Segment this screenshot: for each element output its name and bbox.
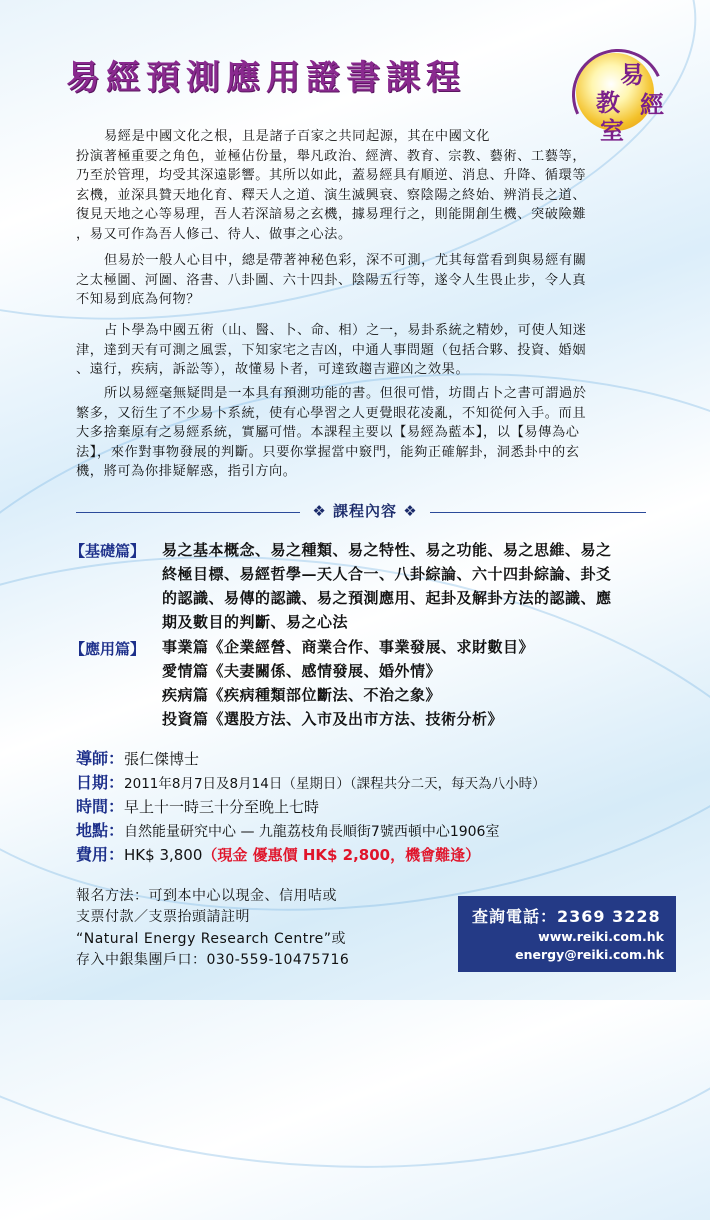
list-item: 愛情篇《夫妻關係、感情發展、婚外情》	[162, 662, 442, 680]
list-item: 事業篇《企業經營、商業合作、事業發展、求財數目》	[162, 638, 535, 656]
intro-paragraph-3: 占卜學為中國五術（山、醫、卜、命、相）之一，易卦系統之精妙，可使人知迷 津，達到天有可測之風雲，下知家宅之吉凶，中通人事問題（包括合夥、投資、婚姻 、遠行，疾病，訴訟等），故懂易卜者，可達致趨吉避凶之效果。	[76, 323, 587, 377]
contact-website[interactable]: www.reiki.com.hk	[538, 929, 664, 944]
registration-line: “Natural Energy Research Centre”或	[76, 931, 347, 947]
basic-section-content	[162, 538, 642, 634]
fee-label: 費用：	[76, 845, 125, 864]
date-label: 日期：	[76, 773, 125, 792]
applied-section-label: 【應用篇】	[70, 640, 146, 658]
tutor-row	[76, 746, 199, 769]
list-item: 終極目標、易經哲學—天人合一、八卦綜論、六十四卦綜論、卦爻	[162, 565, 612, 583]
time-label: 時間：	[76, 797, 125, 816]
logo-char: 教	[596, 88, 620, 117]
time-value: 早上十一時三十分至晚上七時	[124, 798, 320, 816]
list-item: 的認識、易傳的認識、易之預測應用、起卦及解卦方法的認識、應	[162, 589, 612, 607]
list-item: 投資篇《選股方法、入市及出市方法、技術分析》	[162, 710, 504, 728]
date-row	[76, 770, 546, 793]
contact-box	[458, 896, 676, 972]
intro-paragraph-4: 所以易經毫無疑問是一本具有預測功能的書。但很可惜，坊間占卜之書可謂過於 繁多，又衍生了不少易卜系統，使有心學習之人更覺眼花凌亂，不知從何入手。而且 大多捨棄原有之易經系統，實屬可惜。本課程主要以【易經為藍本】，以【易傳為心 法】，來作對事物發展的判斷。只要你掌握當中竅門，能夠正確解卦，洞悉卦中的玄 機，將可為你排疑解惑，指引方向。	[76, 386, 587, 479]
list-item: 期及數目的判斷、易之心法	[162, 613, 349, 631]
time-row	[76, 794, 319, 817]
divider-right	[430, 512, 646, 513]
basic-section-label: 【基礎篇】	[70, 542, 146, 560]
fee-row	[76, 842, 480, 865]
contact-phone[interactable]: 查詢電話：2369 3228	[472, 907, 661, 926]
contact-email[interactable]: energy@reiki.com.hk	[515, 947, 664, 962]
venue-row	[76, 818, 499, 841]
fee-value: HK$ 3,800	[124, 846, 203, 864]
fee-promo: （現金 優惠價 HK$ 2,800，機會難逢）	[202, 846, 481, 864]
registration-line: 報名方法：可到本中心以現金、信用咭或	[76, 888, 337, 904]
logo-char: 室	[600, 116, 624, 145]
list-item: 疾病篇《疾病種類部位斷法、不治之象》	[162, 686, 442, 704]
logo-char: 易	[620, 60, 644, 89]
date-value: 2011年8月7日及8月14日（星期日）（課程共分二天，每天為八小時）	[124, 776, 546, 792]
intro-paragraph-2: 但易於一般人心目中，總是帶著神秘色彩，深不可測，尤其每當看到與易經有關 之太極圖、河圖、洛書、八卦圖、六十四卦、陰陽五行等，遂令人生畏止步，令人真 不知易到底為何物？	[76, 253, 587, 307]
registration-line: 存入中銀集團戶口：030-559-10475716	[76, 952, 350, 968]
registration-line: 支票付款／支票抬頭請註明	[76, 909, 250, 925]
divider-left	[76, 512, 300, 513]
page-title: 易經預測應用證書課程	[66, 58, 466, 98]
venue-value: 自然能量研究中心 — 九龍荔枝角長順街7號西頓中心1906室	[124, 824, 500, 840]
course-content-heading: ❖ 課程內容 ❖	[312, 502, 418, 520]
tutor-value: 張仁傑博士	[124, 750, 200, 768]
tutor-label: 導師：	[76, 749, 125, 768]
logo-char: 經	[640, 90, 664, 119]
venue-label: 地點：	[76, 821, 125, 840]
intro-paragraph-1: 易經是中國文化之根，且是諸子百家之共同起源，其在中國文化 扮演著極重要之角色，並極佔份量，舉凡政治、經濟、教育、宗教、藝術、工藝等， 乃至於管理，均受其深遠影響。其所以如此，蓋易經具有順逆、消息、升降、循環等 玄機，並深具贊天地化育、釋天人之道、演生滅興衰、察陰陽之終始、辨消長之道、 復見天地之心等易理，吾人若深諳易之玄機，據易理行之，則能開創生機、突破險難 ，易又可作為吾人修己、待人、做事之心法。	[76, 129, 587, 242]
list-item: 易之基本概念、易之種類、易之特性、易之功能、易之思維、易之	[162, 541, 612, 559]
